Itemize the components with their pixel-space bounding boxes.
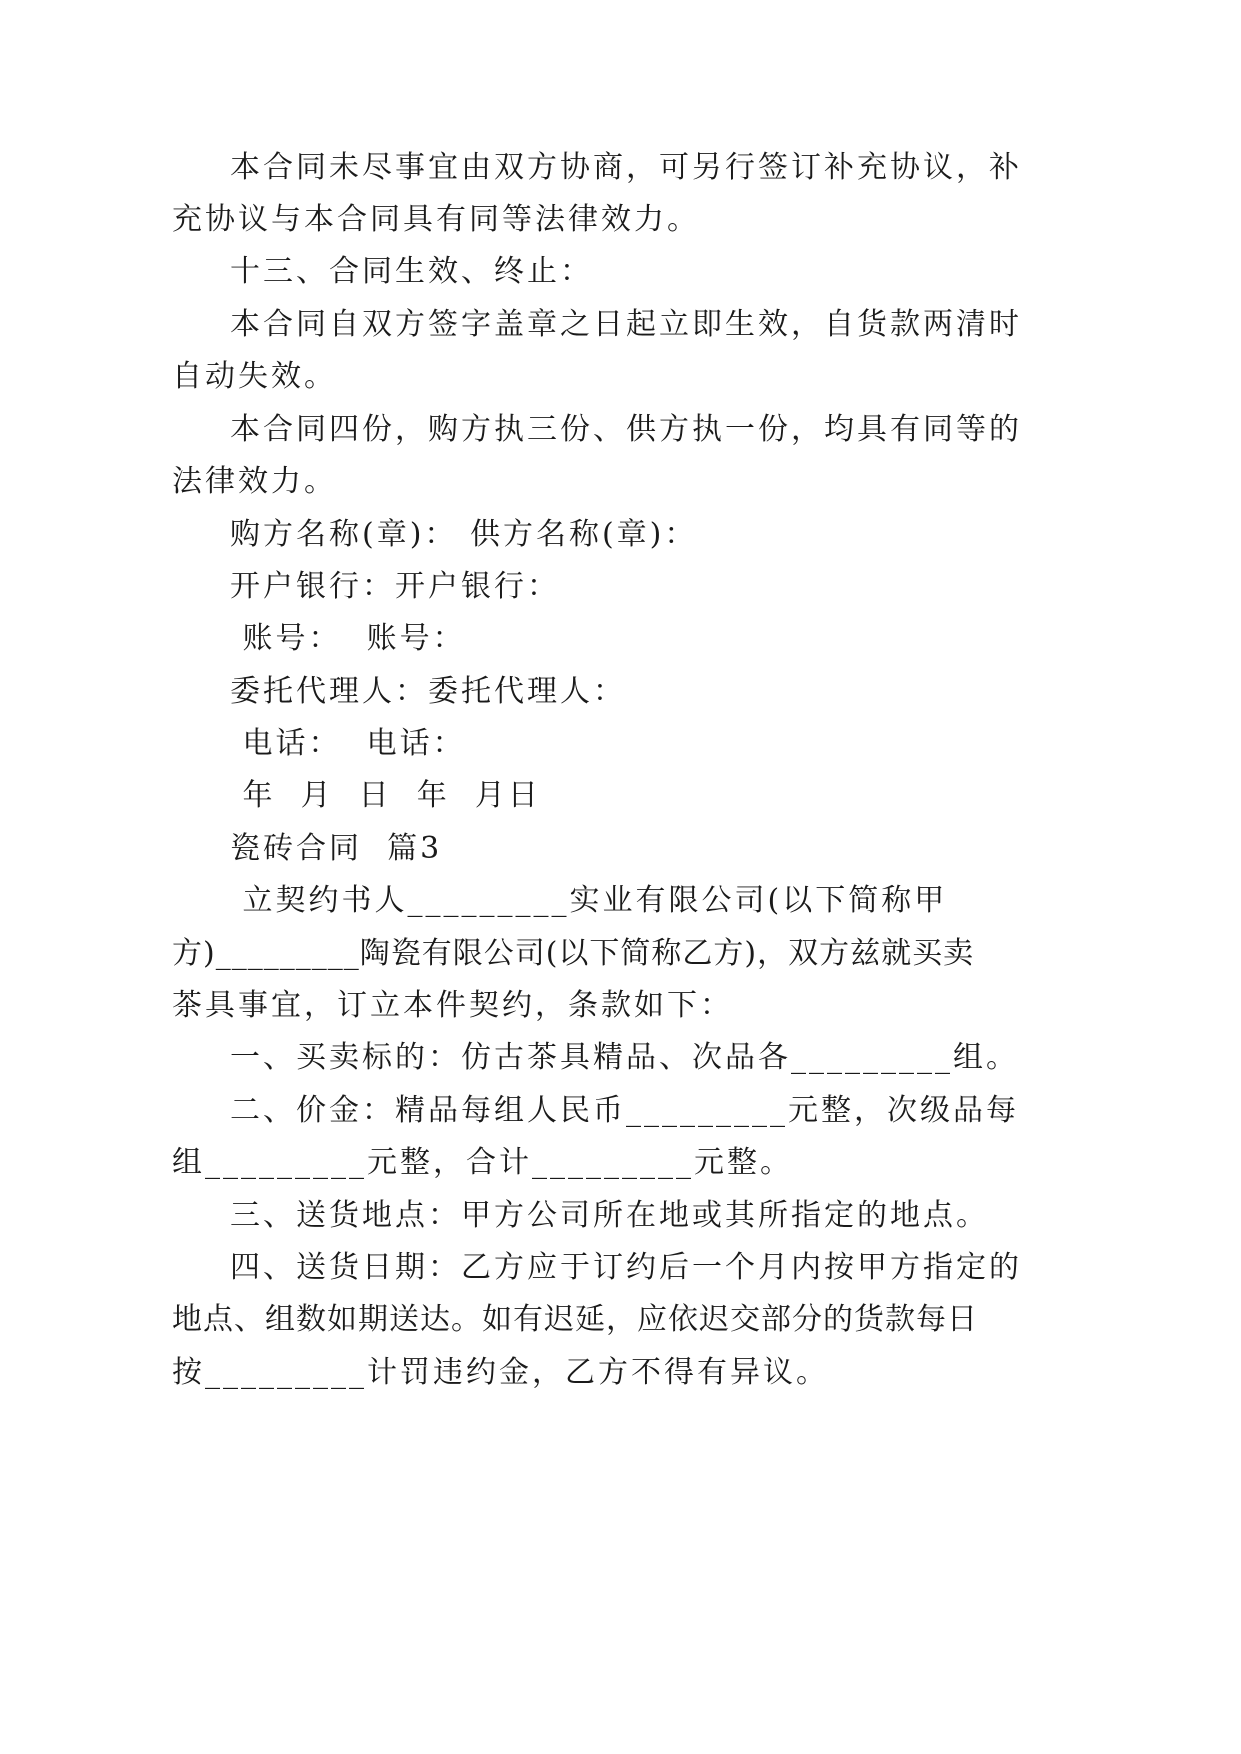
paragraph-line: 组_________元整，合计_________元整。 [172,1145,793,1180]
paragraph-line: 立契约书人_________实业有限公司(以下简称甲 [230,883,948,918]
section-heading: 十三、合同生效、终止： [230,254,593,289]
clause-line: 二、价金：精品每组人民币_________元整，次级品每 [230,1093,1019,1128]
paragraph-line: 本合同四份，购方执三份、供方执一份，均具有同等的 [230,412,1022,447]
paragraph-line: 地点、组数如期送达。如有迟延，应依迟交部分的货款每日 [172,1302,978,1337]
clause-line: 三、送货地点：甲方公司所在地或其所指定的地点。 [230,1198,989,1233]
paragraph-line: 充协议与本合同具有同等法律效力。 [172,202,700,237]
document-title: 瓷砖合同 篇3 [230,831,443,866]
clause-line: 一、买卖标的：仿古茶具精品、次品各_________组。 [230,1040,1019,1075]
paragraph-line: 自动失效。 [172,359,337,394]
signature-line: 电话： 电话： [230,726,466,761]
paragraph-line: 本合同自双方签字盖章之日起立即生效，自货款两清时 [230,307,1022,342]
date-line: 年 月 日 年 月日 [230,778,541,813]
paragraph-line: 按_________计罚违约金，乙方不得有异议。 [172,1355,829,1390]
clause-line: 四、送货日期：乙方应于订约后一个月内按甲方指定的 [230,1250,1022,1285]
signature-line: 账号： 账号： [230,621,466,656]
signature-line: 委托代理人：委托代理人： [230,674,626,709]
paragraph-line: 法律效力。 [172,464,337,499]
signature-line: 开户银行：开户银行： [230,569,560,604]
paragraph-line: 本合同未尽事宜由双方协商，可另行签订补充协议，补 [230,150,1022,185]
paragraph-line: 方)_________陶瓷有限公司(以下简称乙方)，双方兹就买卖 [172,936,975,971]
paragraph-line: 茶具事宜，订立本件契约，条款如下： [172,988,733,1023]
signature-line: 购方名称(章)： 供方名称(章)： [230,517,698,552]
